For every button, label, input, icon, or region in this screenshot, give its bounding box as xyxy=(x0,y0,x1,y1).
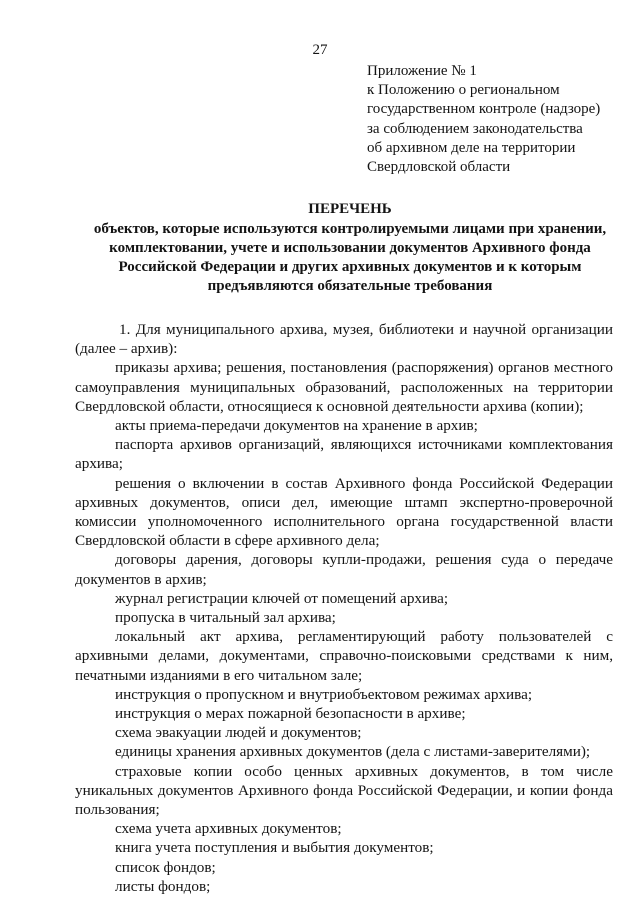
list-item: инструкция о мерах пожарной безопасности в архиве; xyxy=(115,705,466,723)
document-body xyxy=(75,320,613,896)
appendix-line: об архивном деле на территории xyxy=(367,139,576,156)
heading-line: объектов, которые используются контролируемыми лицами при хранении, xyxy=(93,221,607,237)
list-item: схема учета архивных документов; xyxy=(115,820,342,838)
list-item: акты приема-передачи документов на хранение в архив; xyxy=(115,417,478,435)
list-item: локальный акт архива, регламентирующий работу пользователей с архивными делами, документами, справочно-поисковыми средствами к ним, печатными изданиями в его читальном зале; xyxy=(75,628,613,684)
heading-line: предъявляются обязательные требования xyxy=(207,278,493,294)
list-item: схема эвакуации людей и документов; xyxy=(115,724,362,742)
document-title: ПЕРЕЧЕНЬ xyxy=(308,201,392,217)
heading-line: комплектовании, учете и использовании документов Архивного фонда xyxy=(109,240,591,256)
list-item: список фондов; xyxy=(115,858,216,876)
list-item: книга учета поступления и выбытия документов; xyxy=(115,839,434,857)
section-intro: 1. Для муниципального архива, музея, библиотеки и научной организации (далее – архив): xyxy=(75,321,613,358)
list-item: приказы архива; решения, постановления (распоряжения) органов местного самоуправления муниципальных образований, расположенных на территории Свердловской области, относящиеся к основной деятельности архива (копии); xyxy=(75,359,613,415)
list-item: пропуска в читальный зал архива; xyxy=(115,609,336,627)
appendix-note xyxy=(367,62,627,177)
appendix-line: Приложение № 1 xyxy=(367,63,477,79)
appendix-line: государственном контроле (надзоре) xyxy=(367,101,601,118)
list-item: журнал регистрации ключей от помещений архива; xyxy=(115,589,449,607)
heading-line: Российской Федерации и других архивных документов и к которым xyxy=(118,259,582,275)
list-item: инструкция о пропускном и внутриобъектовом режимах архива; xyxy=(115,685,533,703)
appendix-line: к Положению о региональном xyxy=(367,82,560,99)
list-item: паспорта архивов организаций, являющихся источниками комплектования архива; xyxy=(75,436,613,473)
appendix-line: Свердловской области xyxy=(367,159,511,176)
list-item: страховые копии особо ценных архивных документов, в том числе уникальных документов Архивного фонда Российской Федерации, и копии фонда пользования; xyxy=(75,762,613,819)
list-item: листы фондов; xyxy=(115,877,211,895)
document-heading xyxy=(70,200,630,296)
appendix-line: за соблюдением законодательства xyxy=(367,120,583,137)
list-item: договоры дарения, договоры купли-продажи, решения суда о передаче документов в архив; xyxy=(75,551,613,588)
list-item: единицы хранения архивных документов (дела с листами-заверителями); xyxy=(115,743,591,761)
list-item: решения о включении в состав Архивного фонда Российской Федерации архивных документов, описи дел, имеющие штамп экспертно-проверочной комиссии уполномоченного исполнительного органа государственной власти Свердловской области в сфере архивного дела; xyxy=(75,474,613,550)
page-number: 27 xyxy=(312,42,328,58)
